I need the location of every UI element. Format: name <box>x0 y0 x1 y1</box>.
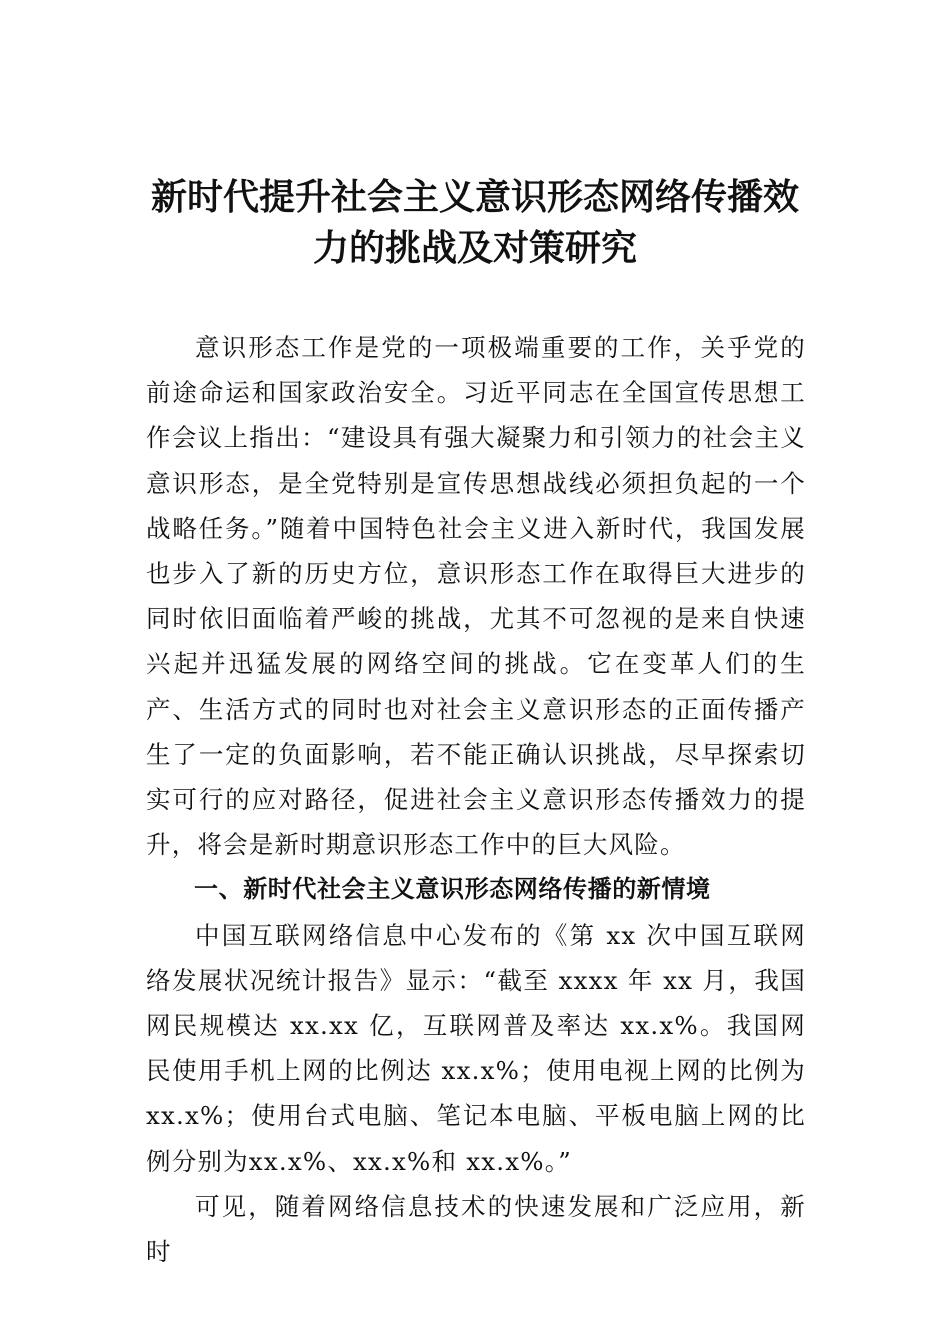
intro-paragraph: 意识形态工作是党的一项极端重要的工作，关乎党的前途命运和国家政治安全。习近平同志在全国宣传思想工作会议上指出：“建设具有强大凝聚力和引领力的社会主义意识形态，是全党特别是宣传思想战线必须担负起的一个战略任务。”随着中国特色社会主义进入新时代，我国发展也步入了新的历史方位，意识形态工作在取得巨大进步的同时依旧面临着严峻的挑战，尤其不可忽视的是来自快速兴起并迅猛发展的网络空间的挑战。它在变革人们的生产、生活方式的同时也对社会主义意识形态的正面传播产生了一定的负面影响，若不能正确认识挑战，尽早探索切实可行的应对路径，促进社会主义意识形态传播效力的提升，将会是新时期意识形态工作中的巨大风险。 <box>146 333 806 860</box>
section-heading-1: 一、新时代社会主义意识形态网络传播的新情境 <box>194 875 711 904</box>
continuation-paragraph: 可见，随着网络信息技术的快速发展和广泛应用，新时 <box>146 1191 806 1267</box>
document-title-line-2: 力的挑战及对策研究 <box>312 228 637 269</box>
document-title-line-1: 新时代提升社会主义意识形态网络传播效 <box>150 177 799 218</box>
statistics-paragraph: 中国互联网络信息中心发布的《第 xx 次中国互联网络发展状况统计报告》显示：“截至 xxxx 年 xx 月，我国网民规模达 xx.xx 亿，互联网普及率达 xx.x%。我国网民使用手机上网的比例达 xx.x%；使用电视上网的比例为 xx.x%；使用台式电脑、笔记本电脑、平板电脑上网的比例分别为xx.x%、xx.x%和 xx.x%。” <box>146 920 806 1176</box>
document-body <box>146 325 806 1274</box>
